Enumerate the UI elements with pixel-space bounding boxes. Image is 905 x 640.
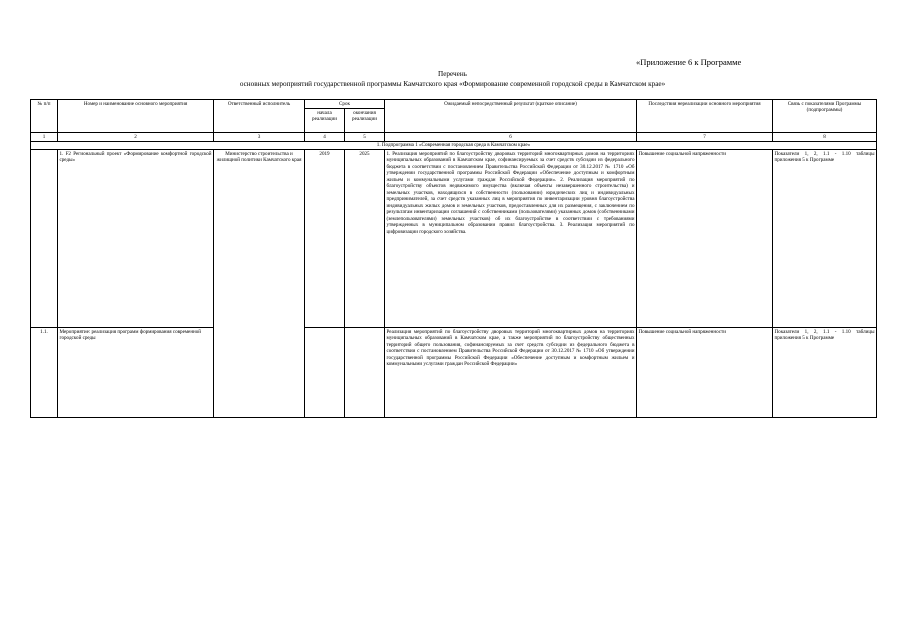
appendix-reference: «Приложение 6 к Программе <box>636 57 742 67</box>
row-name: Мероприятие: реализация программ формирования современной городской среды <box>58 328 214 418</box>
row-num <box>31 150 58 328</box>
row-name: 1. F2 Региональный проект «Формирование комфортной городской среды» <box>58 150 214 328</box>
measures-table <box>30 99 877 418</box>
subprogram-title: 1. Подпрограмма 1 «Современная городская среда в Камчатском крае» <box>31 141 877 150</box>
header-link: Связь с показателями Программы (подпрограммы) <box>773 100 877 133</box>
row-result: Реализация мероприятий по благоустройству дворовых территорий многоквартирных домов на территориях муниципальных образований в Камчатском крае, а также мероприятий по благоустройству общественных территорий общего пользования, софинансируемых за счет средств субсидии из федерального бюджета в соответствии с постановлением Правительства Российской Федерации от 30.12.2017 № 1710 «Об утверждении государственной программы Российской Федерации «Обеспечение доступным и комфортным жильем и коммунальными услугами граждан Российской Федерации» <box>385 328 637 418</box>
row-link: Показатели 1, 2, 1.1 - 1.10 таблицы приложения 5 к Программе <box>773 328 877 418</box>
column-number: 6 <box>385 133 637 142</box>
header-num: № п/п <box>31 100 58 133</box>
row-consequences: Повышение социальной напряженности <box>637 150 773 328</box>
header-result: Ожидаемый непосредственный результат (краткое описание) <box>385 100 637 133</box>
row-consequences: Повышение социальной напряженности <box>637 328 773 418</box>
row-result: 1. Реализация мероприятий по благоустройству дворовых территорий многоквартирных домов на территориях муниципальных образований в Камчатском крае, софинансируемых за счет средств субсидии из федерального бюджета в соответствии с постановлением Правительства Российской Федерации от 30.12.2017 № 1710 «Об утверждении государственной программы Российской Федерации «Обеспечение доступным и комфортным жильем и коммунальными услугами граждан Российской Федерации». 2. Реализация мероприятий по благоустройству объектов недвижимого имущества (включая объекты незавершенного строительства) и земельных участков, находящихся в собственности (пользовании) юридических лиц и индивидуальных предпринимателей, за счет средств указанных лиц в мероприятия по инвентаризации уровня благоустройства индивидуальных жилых домов и земельных участков, предоставленных для их размещения, с заключением по результатам инвентаризации соглашений с собственниками (пользователями) указанных домов (собственниками (землепользователями) земельных участков) об их благоустройстве в соответствии с требованиями утвержденных в муниципальном образовании правил благоустройства. 3. Реализация мероприятий по цифровизации городского хозяйства. <box>385 150 637 328</box>
column-number: 8 <box>773 133 877 142</box>
document-title: Перечень <box>438 70 467 78</box>
column-number: 2 <box>58 133 214 142</box>
row-start <box>305 328 345 418</box>
header-end: окончания реализации <box>345 109 385 133</box>
header-executor: Ответственный исполнитель <box>214 100 305 133</box>
column-numbers-row <box>31 133 877 142</box>
row-end <box>345 328 385 418</box>
column-number: 7 <box>637 133 773 142</box>
row-link: Показатели 1, 2, 1.1 - 1.10 таблицы приложения 5 к Программе <box>773 150 877 328</box>
row-start: 2019 <box>305 150 345 328</box>
document-subtitle: основных мероприятий государственной программы Камчатского края «Формирование современной городской среды в Камчатском крае» <box>239 80 666 88</box>
row-num: 1.1. <box>31 328 58 418</box>
header-term: Срок <box>305 100 385 109</box>
header-start: начала реализации <box>305 109 345 133</box>
header-name: Номер и наименование основного мероприятия <box>58 100 214 133</box>
table-row <box>31 150 877 328</box>
column-number: 4 <box>305 133 345 142</box>
table-row <box>31 328 877 418</box>
row-executor: Министерство строительства и жилищной политики Камчатского края <box>214 150 305 418</box>
row-end: 2025 <box>345 150 385 328</box>
table-header-row <box>31 100 877 109</box>
column-number: 1 <box>31 133 58 142</box>
column-number: 3 <box>214 133 305 142</box>
column-number: 5 <box>345 133 385 142</box>
subprogram-row <box>31 141 877 150</box>
header-consequences: Последствия нереализации основного мероприятия <box>637 100 773 133</box>
